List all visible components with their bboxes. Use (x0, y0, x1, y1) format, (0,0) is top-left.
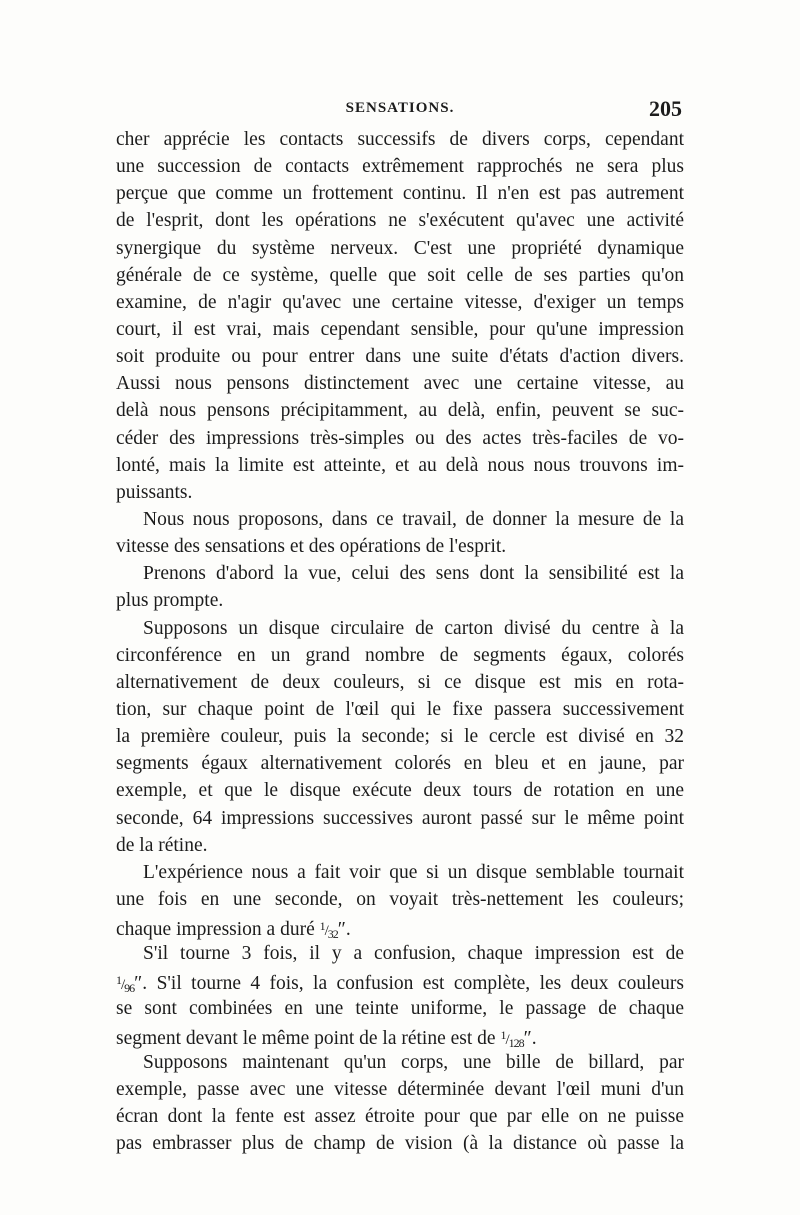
fraction-suffix: ″. (523, 1027, 537, 1049)
text-line: court, il est vrai, mais cependant sensible, pour qu'une impression (116, 318, 684, 340)
fraction-numerator: 1 (319, 919, 325, 934)
fraction-denominator: 128 (508, 1035, 524, 1050)
text-line: examine, de n'agir qu'avec une certaine vitesse, d'exiger un temps (116, 291, 684, 313)
fraction-numerator: 1 (116, 973, 121, 988)
fraction-denominator: 96 (124, 981, 135, 996)
text-line: se sont combinées en une teinte uniforme, le passage de chaque (116, 997, 684, 1019)
text-line: une fois en une seconde, on voyait très-nettement les couleurs; (116, 888, 684, 910)
text-line: L'expérience nous a fait voir que si un disque semblable tournait (143, 861, 684, 883)
fraction-numerator: 1 (500, 1027, 506, 1042)
text-line: seconde, 64 impressions successives auront passé sur le même point (116, 807, 684, 829)
text-line: segments égaux alternativement colorés en bleu et en jaune, par (116, 753, 684, 775)
running-head (116, 96, 684, 120)
fraction: $^1/_{96}$ (116, 973, 135, 996)
text-line: une succession de contacts extrêmement rapprochés ne sera plus (116, 156, 684, 178)
text-line: la première couleur, puis la seconde; si le cercle est divisé en 32 (116, 726, 684, 748)
text-line: Supposons maintenant qu'un corps, une bille de billard, par (143, 1051, 684, 1073)
text-line: générale de ce système, quelle que soit celle de ses parties qu'on (116, 264, 684, 286)
fraction-suffix: ″ (134, 973, 143, 995)
text-line: synergique du système nerveux. C'est une propriété dynamique (116, 237, 684, 259)
text-line: plus prompte. (116, 590, 224, 612)
text-line (116, 967, 684, 994)
fraction-denominator: 32 (327, 927, 338, 942)
text-line: céder des impressions très-simples ou des actes très-faciles de vo- (116, 427, 684, 449)
text-line: cher apprécie les contacts successifs de divers corps, cependant (116, 129, 684, 150)
text-line: de la rétine. (116, 834, 208, 856)
text-run: segment devant le même point de la rétine est de (116, 1027, 496, 1049)
body-text (116, 126, 684, 1157)
text-line: S'il tourne 3 fois, il y a confusion, chaque impression est de (143, 943, 684, 965)
text-line: circonférence en un grand nombre de segments égaux, colorés (116, 644, 684, 666)
text-line: Aussi nous pensons distinctement avec une certaine vitesse, au (116, 373, 684, 395)
page-number: 205 (649, 96, 682, 121)
text-line: vitesse des sensations et des opérations de l'esprit. (116, 536, 507, 558)
text-line: alternativement de deux couleurs, si ce disque est mis en rota- (116, 671, 684, 693)
fraction: $^1/_{128}$ (500, 1027, 524, 1050)
text-line: perçue que comme un frottement continu. Il n'en est pas autrement (116, 183, 684, 205)
text-line: puissants. (116, 481, 193, 503)
text-run: chaque impression a duré (116, 919, 315, 941)
text-line: exemple, passe avec une vitesse déterminée devant l'œil muni d'un (116, 1078, 684, 1100)
text-run: . S'il tourne 4 fois, la confusion est complète, les deux couleurs (142, 973, 684, 995)
fraction: $^1/_{32}$ (319, 919, 338, 942)
text-line: écran dont la fente est assez étroite pour que par elle on ne puisse (116, 1106, 684, 1128)
text-line: de l'esprit, dont les opérations ne s'exécutent qu'avec une activité (116, 210, 684, 232)
text-line: Prenons d'abord la vue, celui des sens dont la sensibilité est la (143, 563, 684, 585)
text-line: tion, sur chaque point de l'œil qui le fixe passera successivement (116, 698, 684, 720)
text-line: Nous nous proposons, dans ce travail, de donner la mesure de la (143, 508, 684, 530)
text-line (116, 1022, 684, 1049)
text-line (116, 913, 684, 940)
text-line: pas embrasser plus de champ de vision (à la distance où passe la (116, 1133, 684, 1155)
text-line: lonté, mais la limite est atteinte, et au delà nous nous trouvons im- (116, 454, 684, 476)
running-title: SENSATIONS. (345, 100, 455, 116)
fraction-suffix: ″. (337, 919, 351, 941)
text-line: soit produite ou pour entrer dans une suite d'états d'action divers. (116, 346, 684, 368)
text-line: delà nous pensons précipitamment, au delà, enfin, peuvent se suc- (116, 400, 684, 422)
text-line: Supposons un disque circulaire de carton divisé du centre à la (143, 617, 684, 639)
text-line: exemple, et que le disque exécute deux tours de rotation en une (116, 780, 684, 802)
